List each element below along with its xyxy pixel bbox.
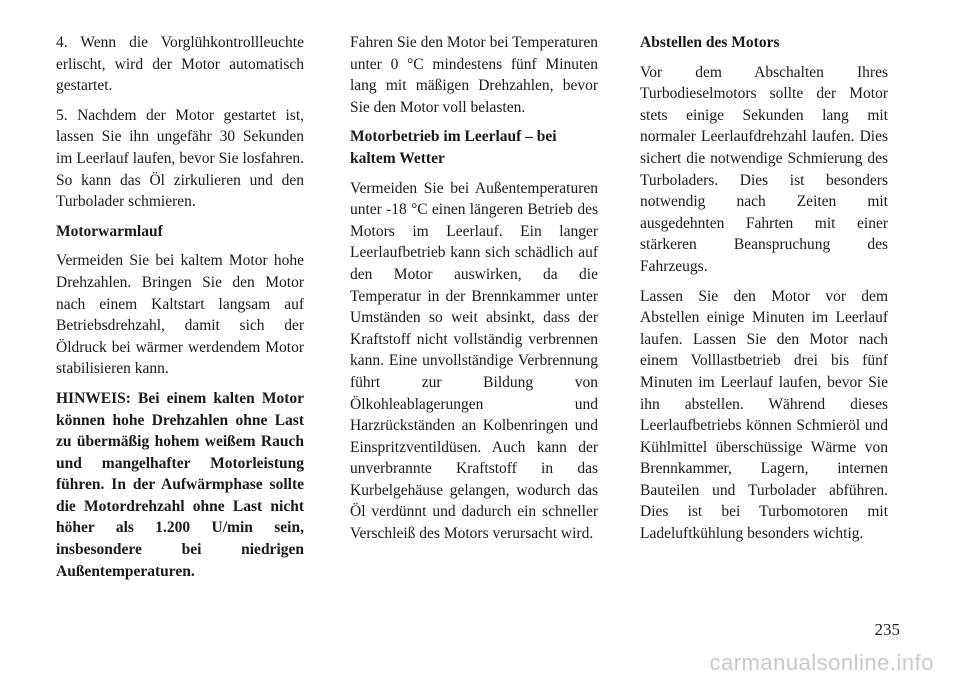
page-number: 235 [874, 620, 900, 639]
step-5-text: 5. Nachdem der Motor gestartet ist, lassen Sie ihn ungefähr 30 Sekunden im Leerlauf laufen, bevor Sie losfahren. So kann das Öl zirkulieren und den Turbolader schmieren. [56, 106, 304, 211]
engine-stop-paragraph-2: Lassen Sie den Motor vor dem Abstellen einige Minuten im Leerlauf laufen. Lassen Sie den Motor nach einem Volllastbetrieb drei bis fünf Minuten im Leerlauf laufen, bevor Sie ihn abstellen. Während dieses Leerlaufbetriebs können Schmieröl und Kühlmittel überschüssige Wärme von Brennkammer, Lagern, internen Bauteilen und Turbolader abführen. Dies ist bei Turbomotoren mit Ladeluftkühlung besonders wichtig. [640, 287, 888, 543]
section-heading-engine-stop: Abstellen des Motors [640, 34, 780, 51]
section-heading-motorwarmlauf: Motorwarmlauf [56, 222, 163, 240]
section-heading-idle-cold: Motorbetrieb im Leerlauf – bei kaltem Wetter [350, 128, 557, 167]
watermark-text: carmanualsonline.info [709, 650, 934, 675]
cold-temp-paragraph: Fahren Sie den Motor bei Temperaturen unter 0 °C mindestens fünf Minuten lang mit mäßigen Drehzahlen, bevor Sie den Motor voll belasten. [350, 34, 598, 116]
warmup-paragraph: Vermeiden Sie bei kaltem Motor hohe Drehzahlen. Bringen Sie den Motor nach einem Kaltstart langsam auf Betriebsdrehzahl, damit sich der Öldruck bei wärmer werdendem Motor stabilisieren kann. [56, 252, 304, 378]
step-4-text: 4. Wenn die Vorglühkontrollleuchte erlischt, wird der Motor automatisch gestartet. [56, 34, 304, 95]
idle-cold-paragraph: Vermeiden Sie bei Außentemperaturen unter -18 °C einen längeren Betrieb des Motors im Leerlauf. Ein langer Leerlaufbetrieb kann sich schädlich auf den Motor auswirken, da die Temperatur in der Brennkammer unter Umständen so weit absinkt, dass der Kraftstoff nicht vollständig verbrennen kann. Eine unvollständige Verbrennung führt zur Bildung von Ölkohleablagerungen und Harzrückständen an Kolbenringen und Einspritzventildüsen. Auch kann der unverbrannte Kraftstoff in das Kurbelgehäuse gelangen, wodurch das Öl verdünnt und dadurch ein schneller Verschleiß des Motors verursacht wird. [350, 179, 598, 543]
column-left [56, 32, 304, 590]
column-middle [350, 32, 598, 553]
engine-stop-paragraph-1: Vor dem Abschalten Ihres Turbodieselmotors sollte der Motor stets einige Sekunden lang mit normaler Leerlaufdrehzahl laufen. Dies sichert die notwendige Schmierung des Turboladers. Dies ist besonders notwendig nach Zeiten mit ausgedehnten Fahrten mit einer stärkeren Beanspruchung des Fahrzeugs. [640, 63, 888, 275]
column-right [640, 32, 888, 553]
note-paragraph: HINWEIS: Bei einem kalten Motor können hohe Drehzahlen ohne Last zu übermäßig hohem weißem Rauch und mangelhafter Motorleistung führen. In der Aufwärmphase sollte die Motordrehzahl ohne Last nicht höher als 1.200 U/min sein, insbesondere bei niedrigen Außentemperaturen. [56, 389, 304, 580]
